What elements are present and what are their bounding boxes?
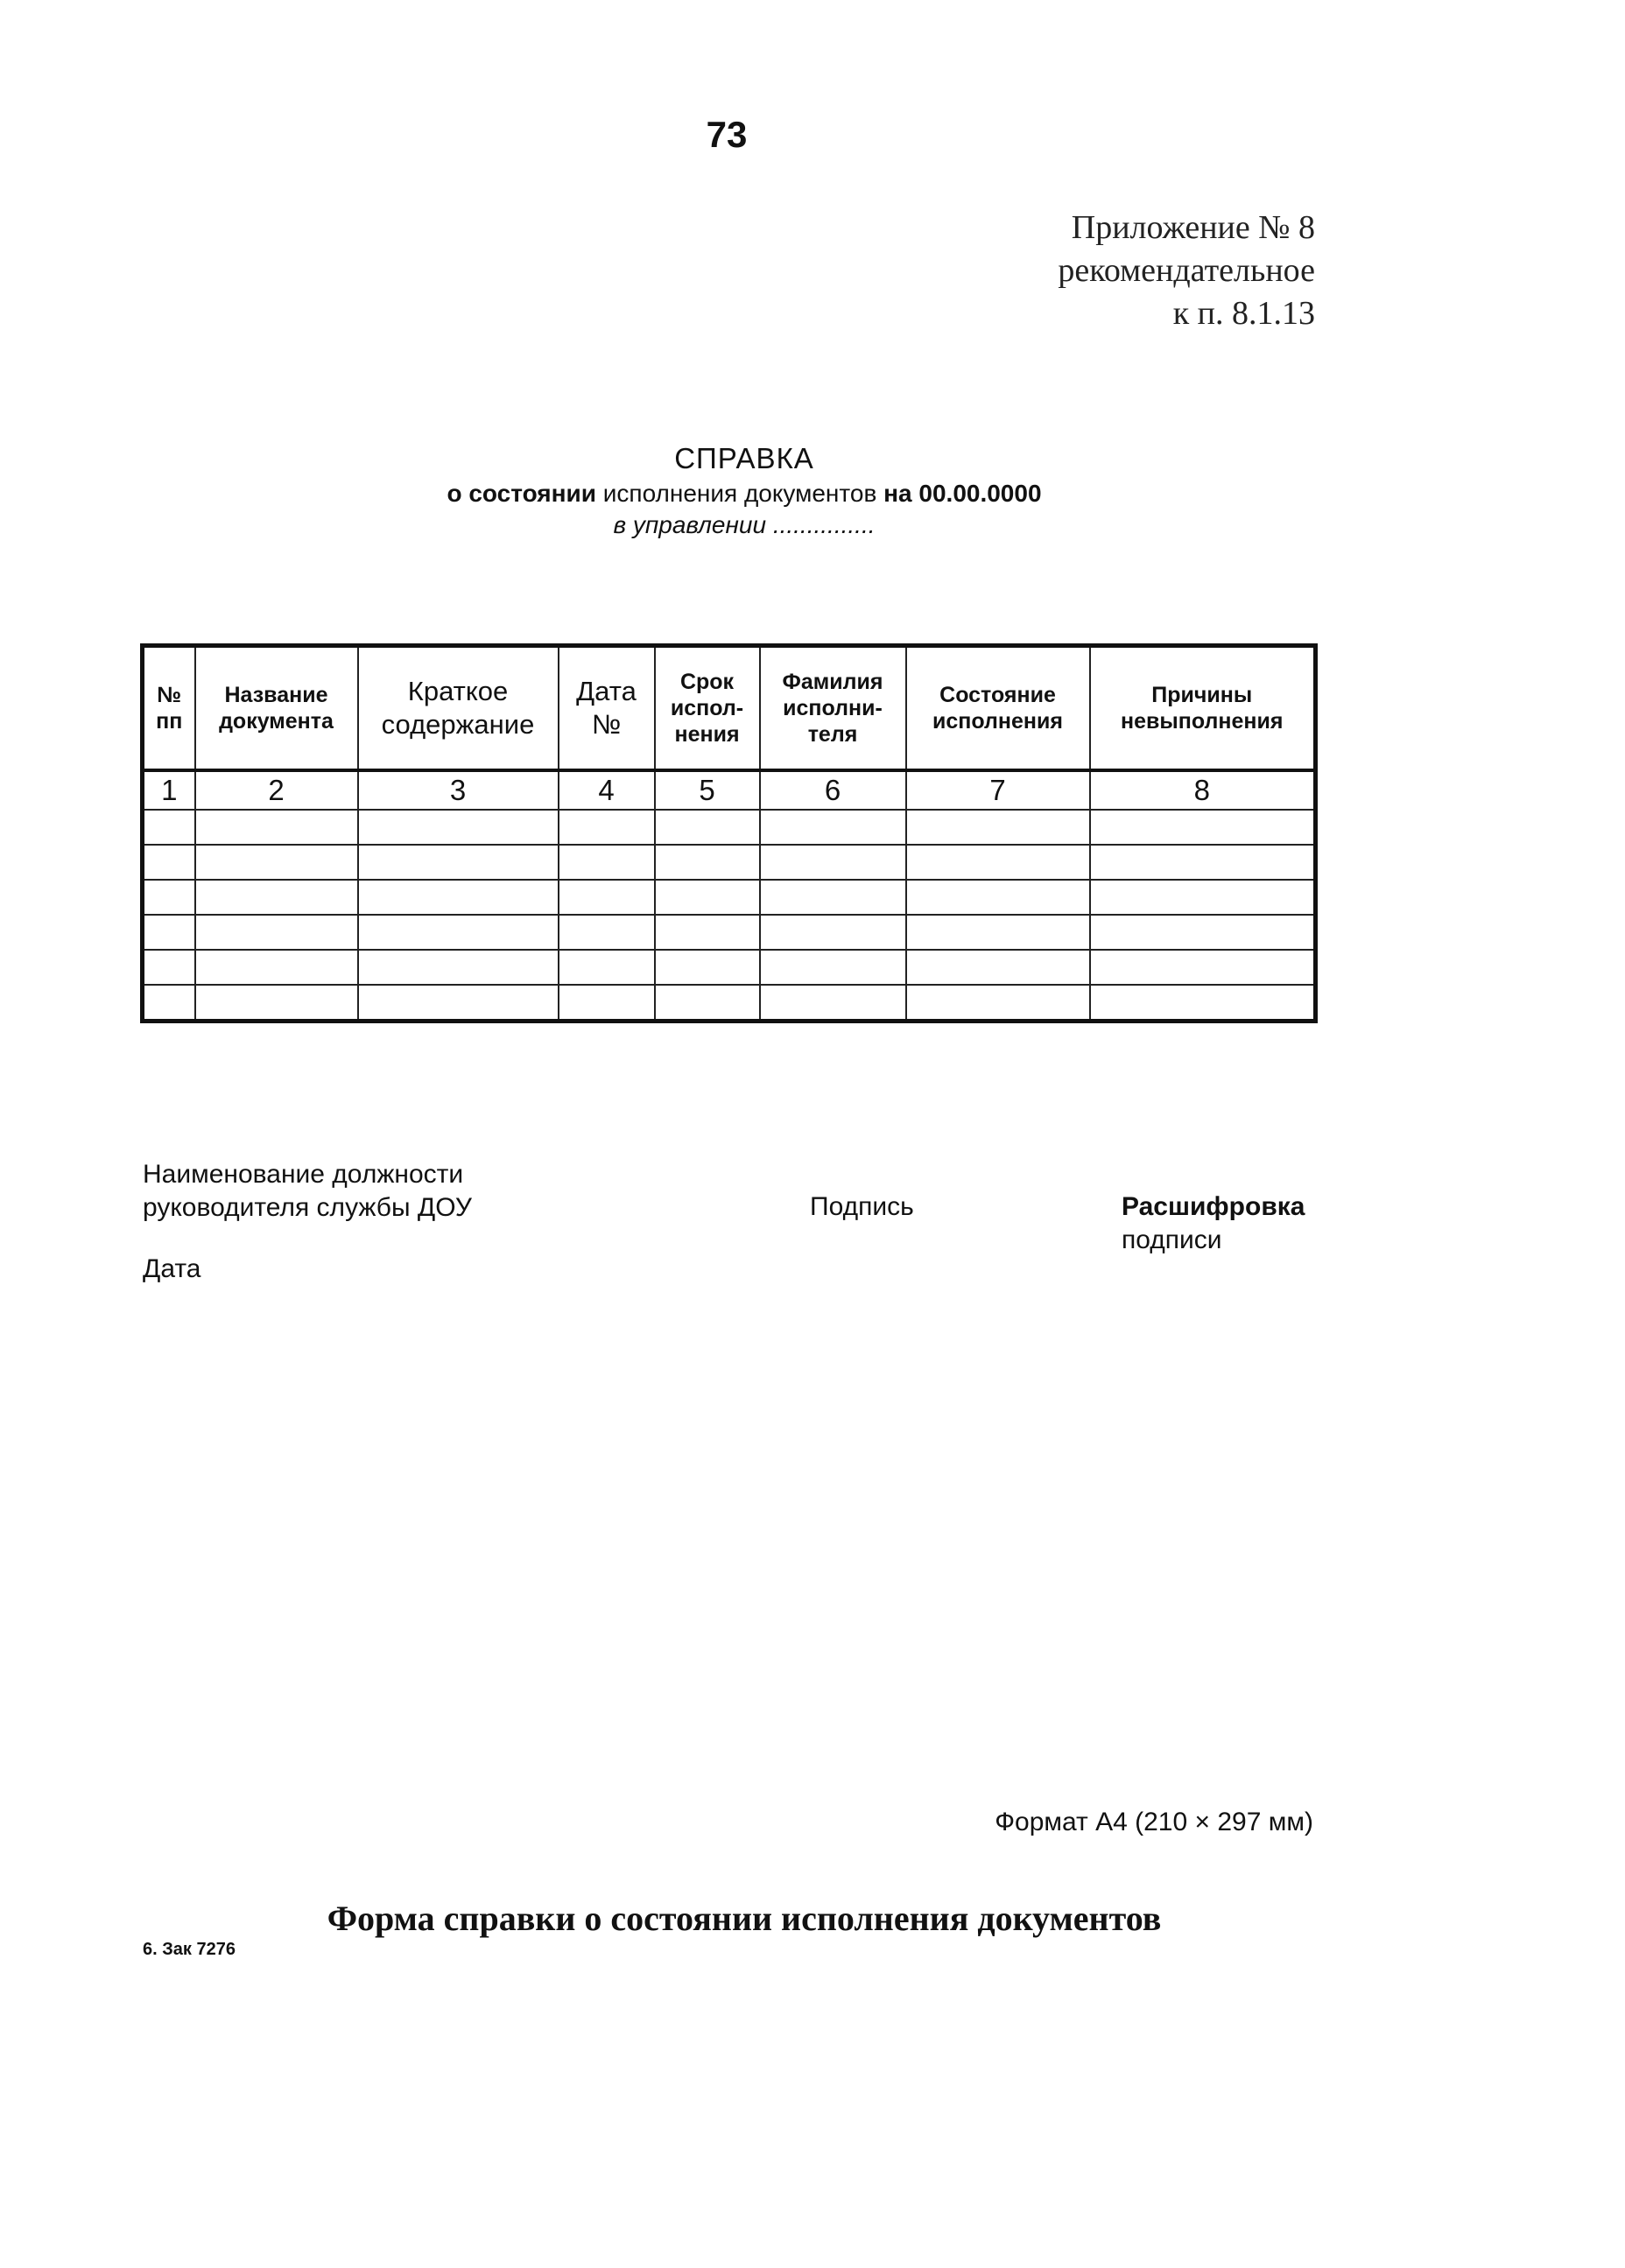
date-label: Дата: [143, 1254, 201, 1283]
table-cell: [358, 845, 559, 880]
table-cell: [195, 810, 358, 845]
table-cell: [655, 950, 760, 985]
table-cell: [143, 810, 195, 845]
signature-decode-label: [1122, 1190, 1305, 1257]
subtitle-part-b: исполнения документов: [595, 480, 884, 507]
table-cell: [195, 915, 358, 950]
table-cell: [760, 985, 906, 1022]
table-cell: [1090, 810, 1316, 845]
table-cell: [195, 985, 358, 1022]
table-cell: [358, 985, 559, 1022]
table-cell: [559, 915, 655, 950]
table-row: [143, 810, 1316, 845]
column-number: 4: [559, 770, 655, 810]
appendix-line-1: Приложение № 8: [1071, 209, 1315, 246]
column-number: 2: [195, 770, 358, 810]
table-cell: [760, 810, 906, 845]
column-number: 7: [906, 770, 1090, 810]
column-number: 1: [143, 770, 195, 810]
table-cell: [655, 915, 760, 950]
table-cell: [906, 915, 1090, 950]
format-note: Формат А4 (210 × 297 мм): [995, 1808, 1313, 1836]
table-cell: [195, 880, 358, 915]
table-cell: [655, 985, 760, 1022]
table-cell: [143, 915, 195, 950]
table-cell: [143, 985, 195, 1022]
table-row: [143, 845, 1316, 880]
header-deadline: Срок испол- нения: [655, 646, 760, 771]
table-header-row: [143, 646, 1316, 771]
table-cell: [760, 845, 906, 880]
table-cell: [143, 845, 195, 880]
subtitle-part-a: о состоянии: [447, 480, 596, 507]
position-label: [143, 1158, 472, 1225]
table-cell: [358, 915, 559, 950]
table-cell: [655, 810, 760, 845]
column-number: 3: [358, 770, 559, 810]
table-cell: [760, 915, 906, 950]
table-cell: [1090, 950, 1316, 985]
table-cell: [1090, 880, 1316, 915]
page-number: 73: [706, 114, 748, 155]
decode-line-1: Расшифровка: [1122, 1192, 1305, 1221]
title-heading: СПРАВКА: [674, 442, 814, 474]
header-date-number: Дата №: [559, 646, 655, 771]
table-cell: [358, 880, 559, 915]
table-cell: [1090, 985, 1316, 1022]
column-number: 6: [760, 770, 906, 810]
signature-label: Подпись: [810, 1192, 914, 1221]
table-cell: [143, 950, 195, 985]
title-subtitle: [0, 477, 1488, 510]
table-cell: [760, 950, 906, 985]
table-row: [143, 950, 1316, 985]
header-status: Состояние исполнения: [906, 646, 1090, 771]
column-number: 8: [1090, 770, 1316, 810]
column-number: 5: [655, 770, 760, 810]
table-row: [143, 915, 1316, 950]
table-cell: [143, 880, 195, 915]
table-cell: [655, 880, 760, 915]
table-cell: [195, 950, 358, 985]
table-cell: [1090, 845, 1316, 880]
form-caption: Форма справки о состоянии исполнения документов: [327, 1899, 1162, 1938]
table-cell: [1090, 915, 1316, 950]
table-cell: [760, 880, 906, 915]
table-cell: [906, 810, 1090, 845]
table-cell: [906, 950, 1090, 985]
table-cell: [195, 845, 358, 880]
table-cell: [559, 810, 655, 845]
table-cell: [358, 950, 559, 985]
table-cell: [655, 845, 760, 880]
header-number: № пп: [143, 646, 195, 771]
header-reasons: Причины невыполнения: [1090, 646, 1316, 771]
appendix-line-3: к п. 8.1.13: [1172, 295, 1315, 332]
subtitle-part-c: на 00.00.0000: [883, 480, 1042, 507]
appendix-note: [1058, 207, 1315, 335]
table-row: [143, 985, 1316, 1022]
table-cell: [906, 985, 1090, 1022]
header-document-name: Название документа: [195, 646, 358, 771]
table-cell: [559, 950, 655, 985]
table-cell: [559, 985, 655, 1022]
table-cell: [906, 880, 1090, 915]
header-executor: Фамилия исполни- теля: [760, 646, 906, 771]
position-line-2: руководителя службы ДОУ: [143, 1193, 472, 1222]
decode-line-2: подписи: [1122, 1225, 1222, 1254]
table-cell: [559, 880, 655, 915]
appendix-line-2: рекомендательное: [1058, 252, 1315, 289]
table-row: [143, 880, 1316, 915]
table-cell: [906, 845, 1090, 880]
title-department: в управлении ...............: [613, 511, 876, 538]
table-cell: [559, 845, 655, 880]
document-title: [0, 440, 1488, 540]
position-line-1: Наименование должности: [143, 1160, 464, 1189]
table-cell: [358, 810, 559, 845]
header-summary: Краткое содержание: [358, 646, 559, 771]
order-mark: 6. Зак 7276: [143, 1940, 236, 1959]
documents-table: [140, 643, 1318, 1023]
column-number-row: [143, 770, 1316, 810]
